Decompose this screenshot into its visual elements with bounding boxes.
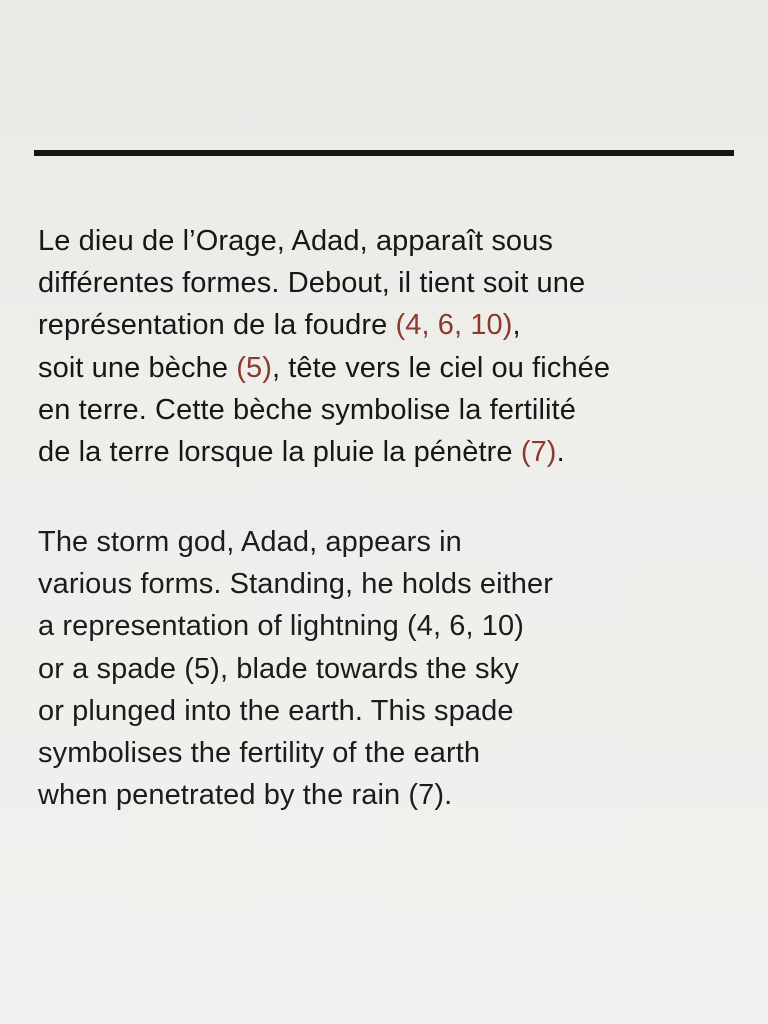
horizontal-rule (34, 150, 734, 156)
english-line: symbolises the fertility of the earth (38, 737, 481, 770)
english-line: or plunged into the earth. This spade (38, 694, 514, 727)
english-paragraph (38, 521, 553, 816)
english-line: various forms. Standing, he holds either (38, 568, 553, 601)
french-line: différentes formes. Debout, il tient soit une (38, 267, 586, 300)
english-line: The storm god, Adad, appears in (38, 526, 462, 558)
french-line: en terre. Cette bèche symbolise la fertilité (38, 393, 576, 426)
french-line: soit une bèche (5), tête vers le ciel ou fichée (38, 351, 611, 384)
french-line: représentation de la foudre (4, 6, 10), (38, 309, 521, 342)
french-line: Le dieu de l’Orage, Adad, apparaît sous (38, 225, 553, 257)
figure-reference: (4, 6, 10) (395, 309, 513, 342)
english-line: or a spade (5), blade towards the sky (38, 652, 519, 685)
french-line: de la terre lorsque la pluie la pénètre (7). (38, 436, 565, 469)
english-line: a representation of lightning (4, 6, 10) (38, 610, 525, 643)
figure-reference: (7) (520, 436, 557, 469)
english-line: when penetrated by the rain (7). (38, 779, 453, 812)
french-paragraph (38, 220, 610, 473)
figure-reference: (5) (236, 351, 272, 384)
